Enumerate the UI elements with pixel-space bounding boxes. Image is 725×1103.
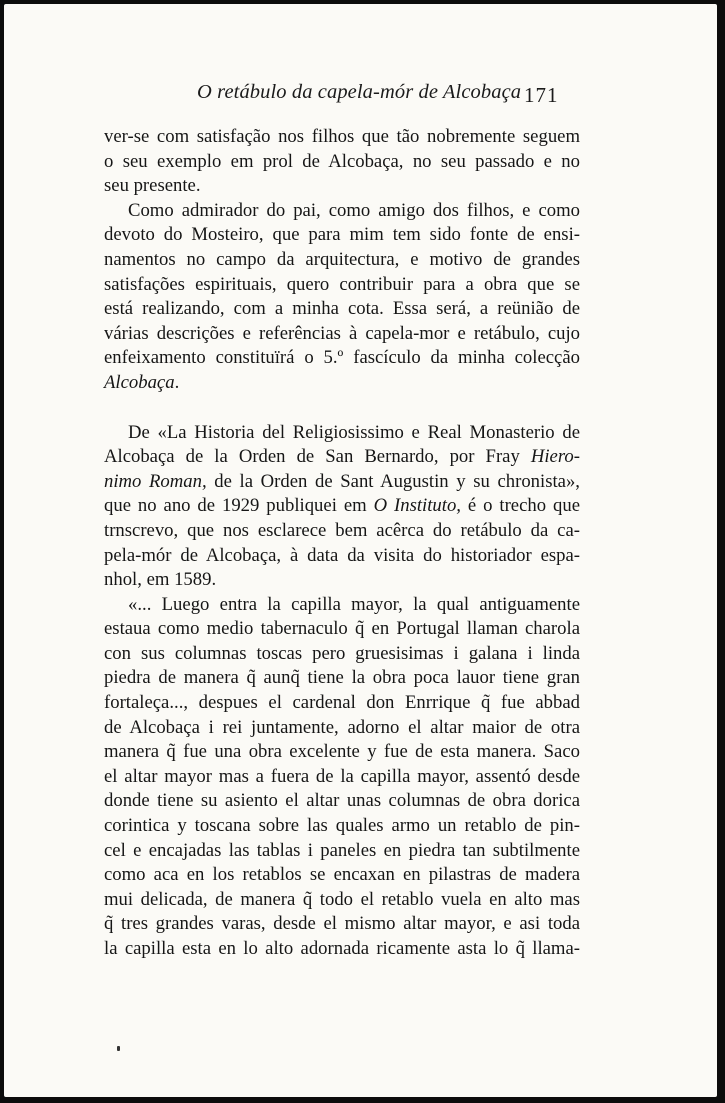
text-line: namentos no campo da arquitectura, e motivo de grandes [104,248,580,270]
text-line [104,494,580,519]
text-line: con sus columnas toscas pero gruesisimas i galana i linda [104,642,580,664]
text-line: ver-se com satisfação nos filhos que tão nobremente seguem [104,126,580,147]
text-line: el altar mayor mas a fuera de la capilla mayor, assentó desde [104,765,580,787]
text-fragment: de la Orden de Sant Augustin y su chronista», [206,470,580,492]
text-line [104,445,580,470]
text-line: estaua como medio tabernaculo q̃ en Portugal llaman charola [104,618,580,640]
text-line: como aca en los retablos se encaxan en pilastras de madera [104,864,580,886]
text-line: De «La Historia del Religiosissimo e Real Monasterio de [128,421,580,443]
page-header [4,78,717,108]
text-line: donde tiene su asiento el altar unas columnas de obra dorica [104,790,580,812]
text-line: enfeixamento constituïrá o 5.º fascículo da minha colecção [104,347,580,369]
text-line: satisfações espirituais, quero contribuir para a obra que se [104,273,580,295]
text-line: «... Luego entra la capilla mayor, la qual antiguamente [128,593,580,615]
paragraph-4-quotation [104,593,580,962]
italic-name: Hiero- [530,446,580,468]
text-fragment: . [174,371,180,393]
text-fragment: que no ano de 1929 publiquei em [104,495,374,517]
text-line: o seu exemplo em prol de Alcobaça, no seu passado e no [104,150,580,172]
text-line: corintica y toscana sobre las quales armo un retablo de pin- [104,815,580,837]
text-line: trnscrevo, que nos esclarece bem acêrca do retábulo da ca- [104,519,580,541]
book-page [4,4,717,1097]
text-line: mui delicada, de manera q̃ todo el retablo vuela en alto mas [104,888,580,910]
text-line [104,470,580,495]
italic-title: O Instituto, [373,495,461,517]
body-text [104,125,580,962]
italic-title: Alcobaça [104,371,175,393]
text-line: q̃ tres grandes varas, desde el mismo altar mayor, e asi toda [104,913,580,935]
paragraph-3 [104,421,580,593]
text-line: fortaleça..., despues el cardenal don Enrrique q̃ fue abbad [104,692,580,714]
page-number: 171 [524,83,559,107]
text-line: Como admirador do pai, como amigo dos filhos, e como [128,199,580,221]
text-line: nhol, em 1589. [104,569,217,591]
text-line: cel e encajadas las tablas i paneles en piedra tan subtilmente [104,839,580,861]
text-line: seu presente. [104,175,201,197]
text-line: de Alcobaça i rei juntamente, adorno el altar maior de otra [104,716,580,738]
paragraph-2 [104,199,580,396]
text-line: está realizando, com a minha cota. Essa será, a reünião de [104,298,580,320]
paragraph-1 [104,125,580,199]
text-line: pela-mór de Alcobaça, à data da visita do historiador espa- [104,544,580,566]
text-fragment: Alcobaça de la Orden de San Bernardo, por Fray [104,446,531,468]
running-title: O retábulo da capela-mór de Alcobaça [197,81,522,103]
text-line: várias descrições e referências à capela-mor e retábulo, cujo [104,322,580,344]
text-line: devoto do Mosteiro, que para mim tem sido fonte de ensi- [104,224,580,246]
text-line: manera q̃ fue una obra excelente y fue de esta manera. Saco [104,741,580,763]
text-line: piedra de manera q̃ aunq̃ tiene la obra poca lauor tiene gran [104,667,580,689]
text-line: la capilla esta en lo alto adornada ricamente asta lo q̃ llama- [104,938,580,959]
text-line [104,371,580,396]
ink-speck [117,1046,120,1051]
text-fragment: é o trecho que [460,495,580,517]
italic-name: nimo Roman, [104,470,207,492]
